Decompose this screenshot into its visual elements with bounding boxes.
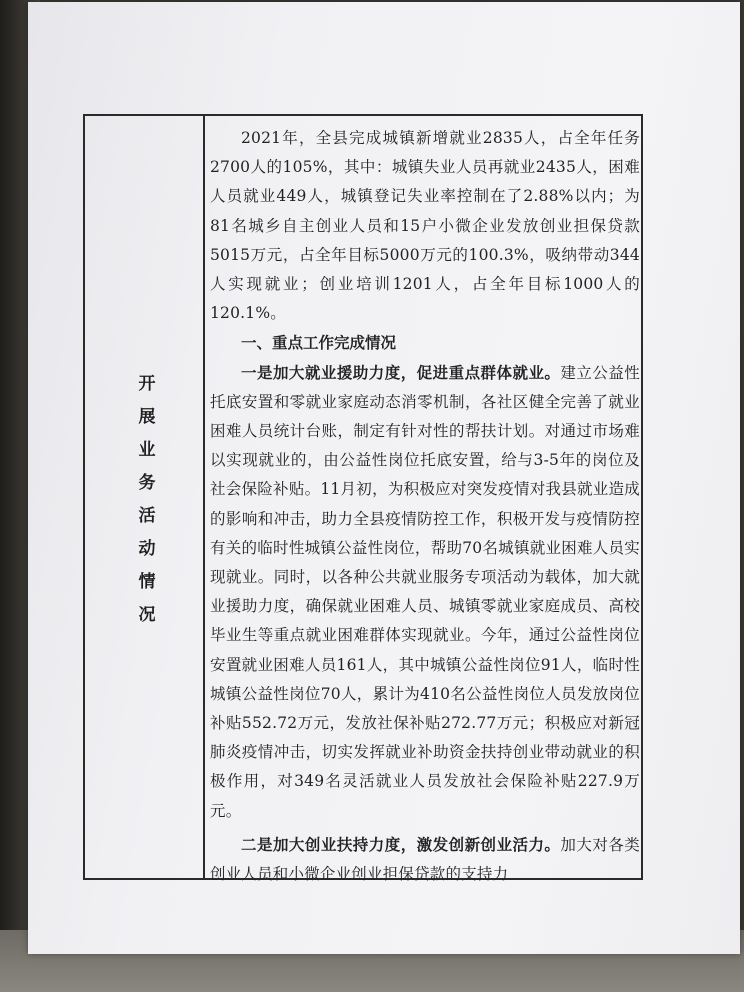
- side-label-char: 况: [138, 605, 156, 625]
- side-label-char: 活: [138, 506, 156, 526]
- paragraph-employment-aid: [210, 358, 640, 826]
- side-label-char: 务: [138, 473, 156, 493]
- side-label-activities: [135, 368, 159, 632]
- side-label-char: 业: [138, 440, 156, 460]
- table-divider: [203, 116, 205, 878]
- side-label-char: 动: [138, 539, 156, 559]
- section-heading: 一、重点工作完成情况: [241, 333, 397, 353]
- paragraph-entrepreneurship: [210, 830, 640, 889]
- side-label-char: 展: [138, 407, 156, 427]
- summary-paragraph: 2021年，全县完成城镇新增就业2835人，占全年任务2700人的105%，其中：城镇失业人员再就业2435人，困难人员就业449人，城镇登记失业率控制在了2.88%以内；为81名城乡自主创业人员和15户小微企业发放创业担保贷款5015万元，占全年目标5000万元的100.3%，吸纳带动344人实现就业；创业培训1201人，占全年目标1000人的120.1%。: [210, 129, 640, 323]
- paragraph-body: 建立公益性托底安置和零就业家庭动态消零机制，各社区健全完善了就业困难人员统计台账，制定有针对性的帮扶计划。对通过市场难以实现就业的，由公益性岗位托底安置，给与3-5年的岗位及社会保险补贴。11月初，为积极应对突发疫情对我县就业造成的影响和冲击，助力全县疫情防控工作，积极开发与疫情防控有关的临时性城镇公益性岗位，帮助70名城镇就业困难人员实现就业。同时，以各种公共就业服务专项活动为载体，加大就业援助力度，确保就业困难人员、城镇零就业家庭成员、高校毕业生等重点就业困难群体实现就业。今年，通过公益性岗位安置就业困难人员161人，其中城镇公益性岗位91人，临时性城镇公益性岗位70人，累计为410名公益性岗位人员发放岗位补贴552.72万元，发放社保补贴272.77万元；积极应对新冠肺炎疫情冲击，切实发挥就业补助资金扶持创业带动就业的积极作用，对349名灵活就业人员发放社会保险补贴227.9万元。: [210, 363, 640, 820]
- side-label-char: 情: [138, 572, 156, 592]
- content-cell: [210, 124, 640, 889]
- paragraph-lead: 一是加大就业援助力度，促进重点群体就业。: [241, 362, 561, 382]
- paragraph-lead: 二是加大创业扶持力度，激发创新创业活力。: [241, 834, 561, 854]
- paragraph-body: 加大对各类创业人员和小微企业创业担保贷款的支持力: [210, 835, 640, 884]
- side-label-char: 开: [138, 374, 156, 394]
